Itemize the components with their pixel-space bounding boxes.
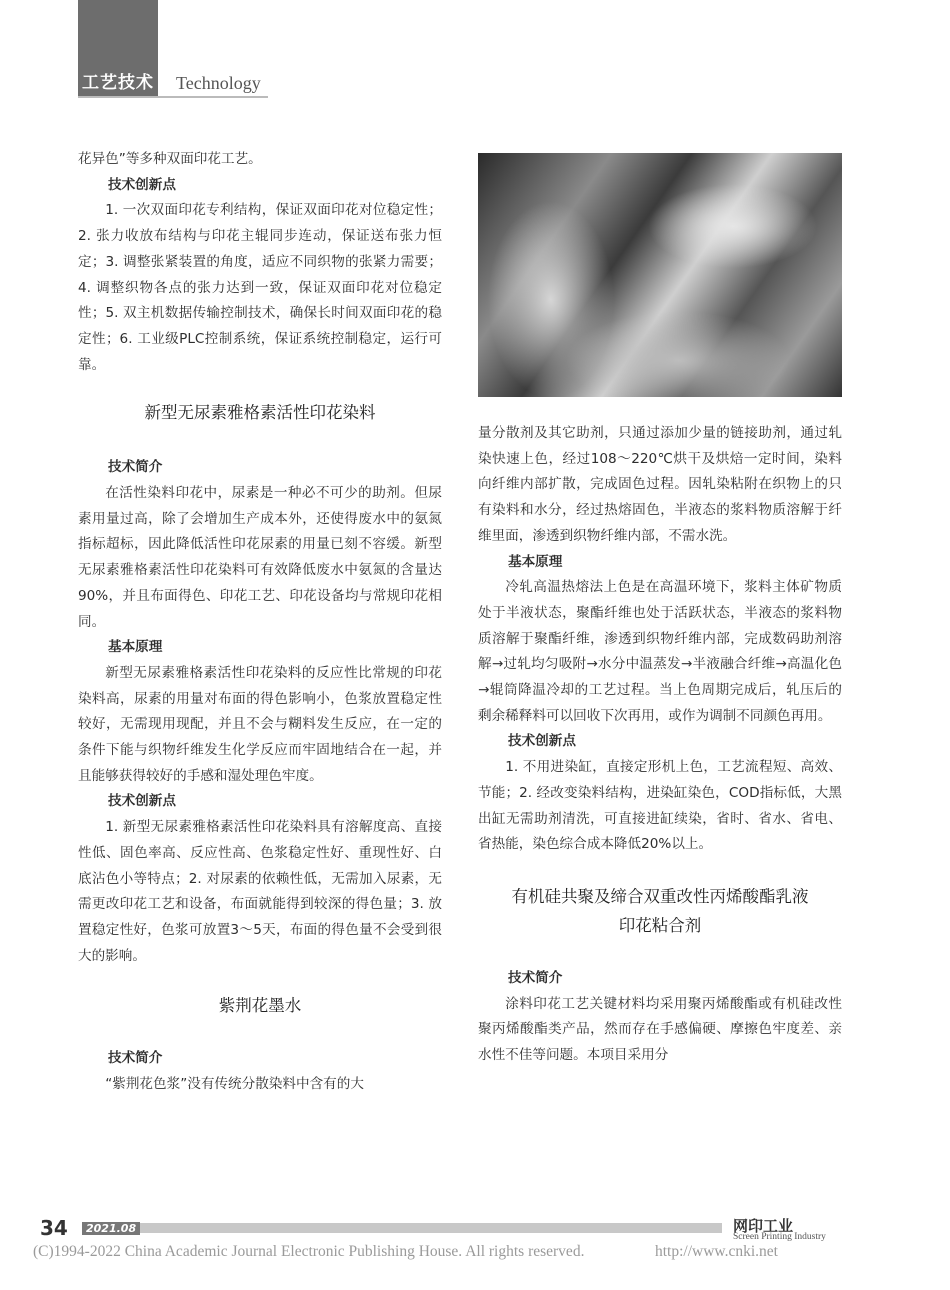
body-paragraph: 在活性染料印花中，尿素是一种必不可少的助剂。但尿素用量过高，除了会增加生产成本外，还使得废水中的氨氮指标超标，因此降低活性印花尿素的用量已刻不容缓。新型无尿素雅格素活性印花染料可有效降低废水中氨氮的含量达90%，并且布面得色、印花工艺、印花设备均与常规印花相同。 bbox=[78, 485, 442, 630]
copyright-notice: (C)1994-2022 China Academic Journal Electronic Publishing House. All rights reserved. bbox=[33, 1243, 585, 1260]
issue-badge: 2021.08 bbox=[82, 1222, 140, 1235]
continued-paragraph: 花异色”等多种双面印花工艺。 bbox=[78, 151, 262, 167]
article-title-line2: 印花粘合剂 bbox=[618, 915, 702, 935]
body-paragraph: “紫荆花色浆”没有传统分散染料中含有的大 bbox=[105, 1076, 364, 1093]
magazine-name-en: Screen Printing Industry bbox=[733, 1232, 826, 1242]
copyright-url: http://www.cnki.net bbox=[655, 1243, 778, 1260]
page-number: 34 bbox=[40, 1216, 68, 1240]
continued-paragraph: 量分散剂及其它助剂，只通过添加少量的链接助剂，通过轧染快速上色，经过108～220℃烘干及烘焙一定时间，染料向纤维内部扩散，完成固色过程。因轧染粘附在织物上的只有染料和水分，经过热熔固色，半液态的浆料物质溶解于纤维里面，渗透到织物纤维内部，不需水洗。 bbox=[478, 425, 842, 544]
body-paragraph: 冷轧高温热熔法上色是在高温环境下，浆料主体矿物质处于半液状态，聚酯纤维也处于活跃状态，半液态的浆料物质溶解于聚酯纤维，渗透到织物纤维内部，完成数码助剂溶解→过轧均匀吸附→水分中温蒸发→半液融合纤维→高温化色→辊筒降温冷却的工艺过程。当上色周期完成后，轧压后的剩余稀释料可以回收下次再用，或作为调制不同颜色再用。 bbox=[478, 579, 842, 724]
left-column bbox=[78, 147, 442, 1098]
body-paragraph: 1. 新型无尿素雅格素活性印花染料具有溶解度高、直接性低、固色率高、反应性高、色浆稳定性好、重现性好、白底沾色小等特点；2. 对尿素的依赖性低，无需加入尿素，无需更改印花工艺和设备，布面就能得到较深的得色量；3. 放置稳定性好，色浆可放置3～5天，布面的得色量不会受到很大的影响。 bbox=[78, 819, 442, 964]
subheading: 技术创新点 bbox=[108, 793, 176, 810]
footer-divider bbox=[140, 1223, 722, 1233]
subheading: 技术创新点 bbox=[108, 176, 176, 193]
magazine-name-cn: 网印工业 bbox=[733, 1217, 794, 1235]
subheading: 基本原理 bbox=[508, 553, 563, 570]
subheading: 技术简介 bbox=[108, 1050, 163, 1067]
right-column bbox=[478, 421, 842, 1069]
header-divider bbox=[78, 96, 268, 98]
body-paragraph: 新型无尿素雅格素活性印花染料的反应性比常规的印花染料高，尿素的用量对布面的得色影响小，色浆放置稳定性较好，无需现用现配，并且不会与糊料发生反应，在一定的条件下能与织物纤维发生化学反应而牢固地结合在一起，并且能够获得较好的手感和湿处理色牢度。 bbox=[78, 664, 442, 784]
section-label-en: Technology bbox=[176, 73, 261, 93]
subheading: 技术简介 bbox=[108, 459, 163, 476]
section-label-cn: 工艺技术 bbox=[82, 73, 154, 93]
article-title: 紫荆花墨水 bbox=[218, 996, 302, 1016]
fabric-photo bbox=[478, 153, 842, 397]
body-paragraph: 涂料印花工艺关键材料均采用聚丙烯酸酯或有机硅改性聚丙烯酸酯类产品，然而存在手感偏硬、摩擦色牢度差、亲水性不佳等问题。本项目采用分 bbox=[478, 995, 842, 1064]
subheading: 技术简介 bbox=[508, 969, 563, 986]
subheading: 技术创新点 bbox=[508, 733, 576, 750]
body-paragraph: 1. 一次双面印花专利结构，保证双面印花对位稳定性；2. 张力收放布结构与印花主辊同步连动，保证送布张力恒定；3. 调整张紧装置的角度，适应不同织物的张紧力需要；4. 调整织物各点的张力达到一致，保证双面印花对位稳定性；5. 双主机数据传输控制技术，确保长时间双面印花的稳定性；6. 工业级PLC控制系统，保证系统控制稳定，运行可靠。 bbox=[78, 202, 442, 373]
article-title: 新型无尿素雅格素活性印花染料 bbox=[144, 403, 376, 423]
article-title: 有机硅共聚及缔合双重改性丙烯酸酯乳液 bbox=[511, 886, 809, 906]
body-paragraph: 1. 不用进染缸，直接定形机上色，工艺流程短、高效、节能；2. 经改变染料结构，进染缸染色，COD指标低，大黑出缸无需助剂清洗，可直接进缸续染，省时、省水、省电、省热能，染色综合成本降低20%以上。 bbox=[478, 759, 842, 853]
subheading: 基本原理 bbox=[108, 639, 163, 656]
